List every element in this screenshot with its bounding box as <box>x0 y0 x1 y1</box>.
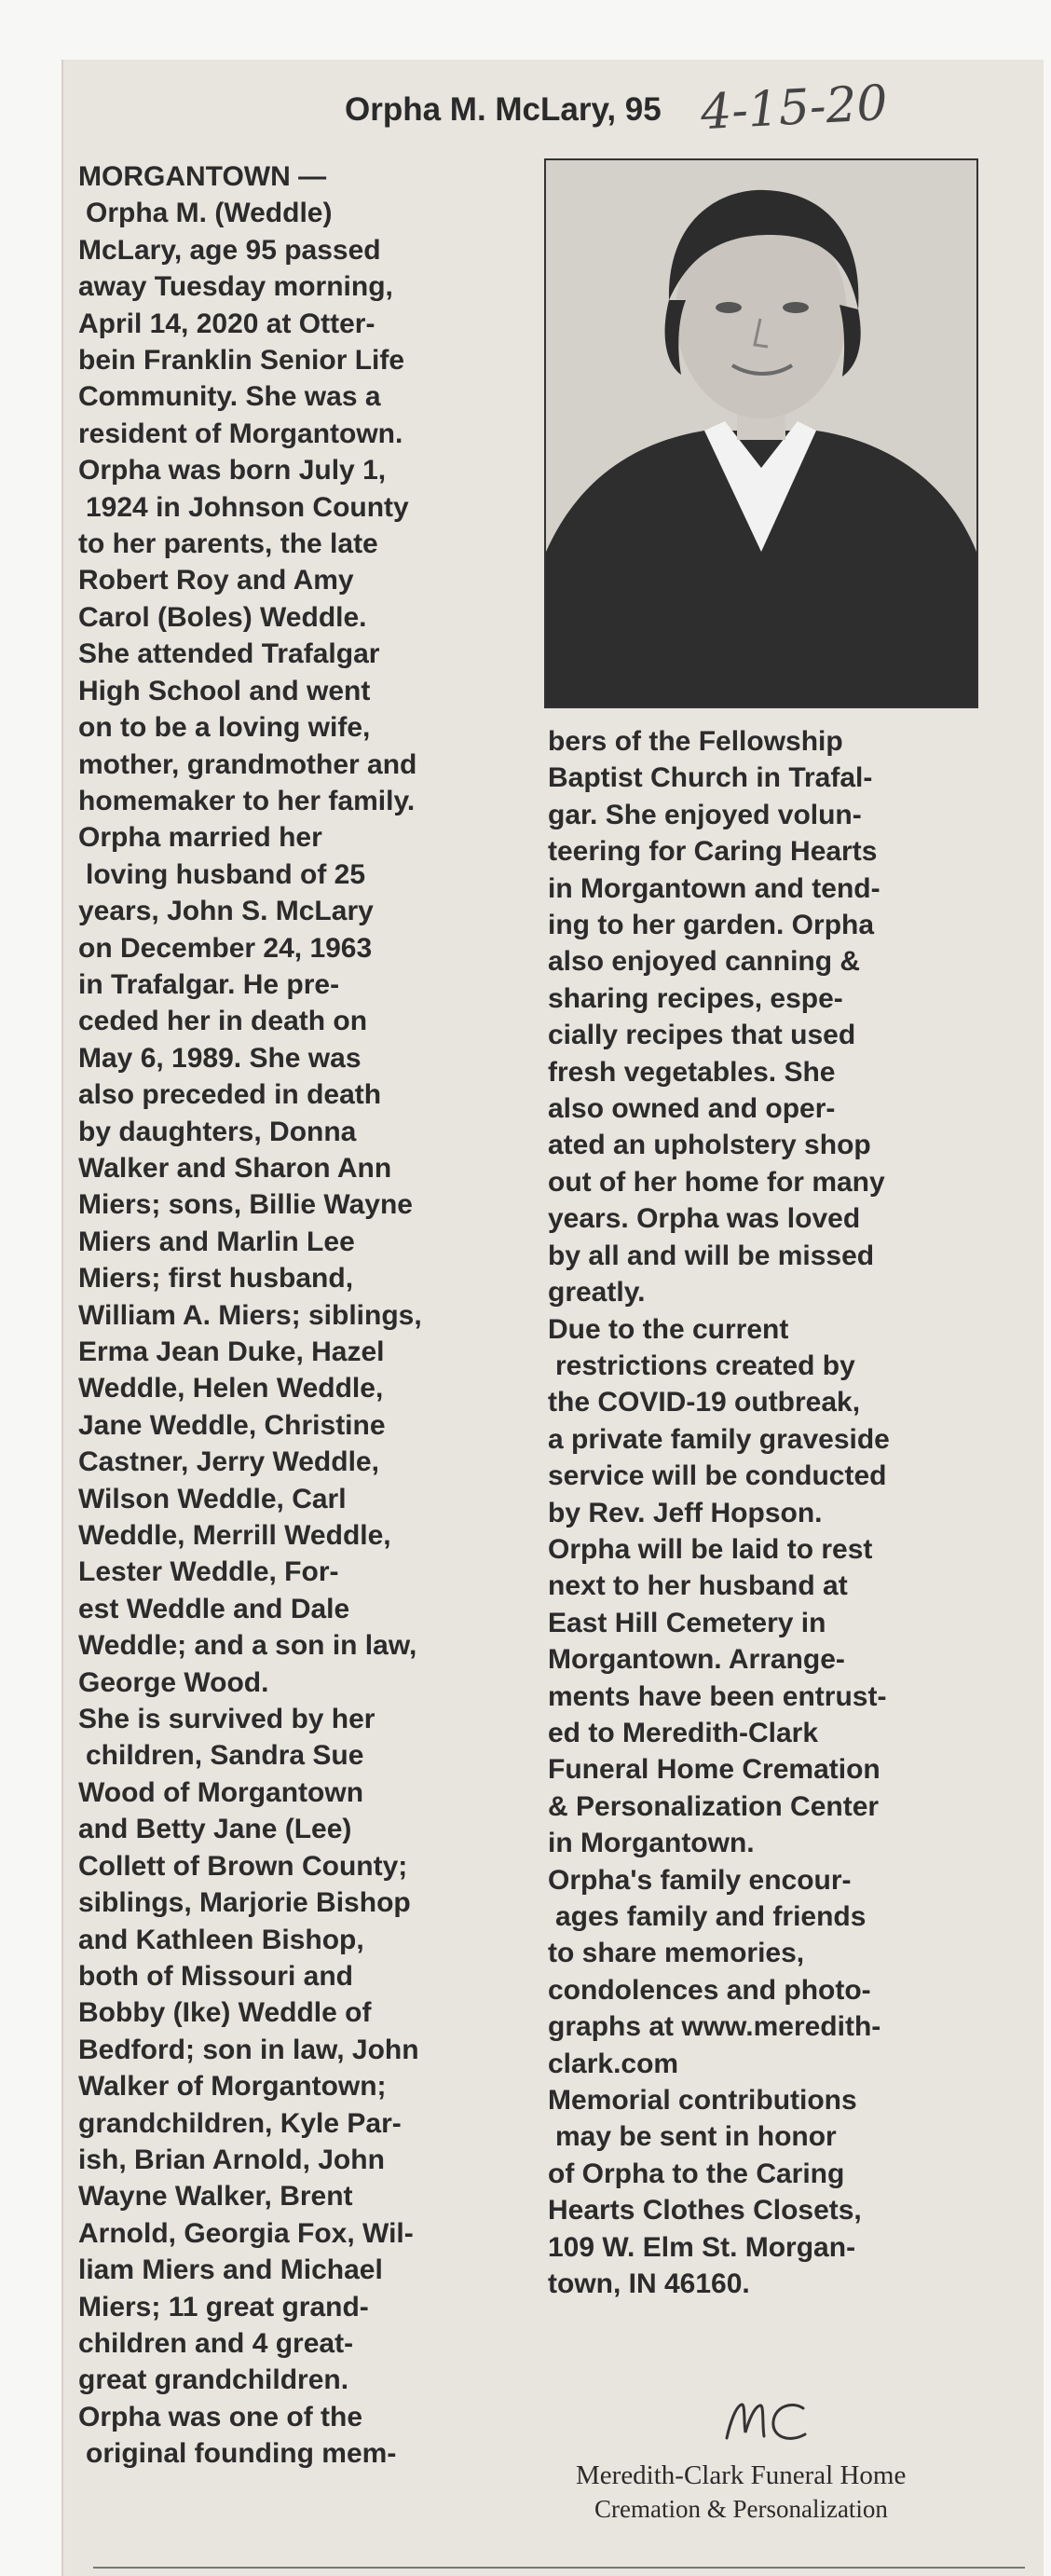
text-line: Miers; sons, Billie Wayne <box>78 1189 413 1221</box>
text-line: original founding mem- <box>86 2438 397 2470</box>
text-line: bers of the Fellowship <box>548 726 843 757</box>
text-line: ments have been entrust- <box>548 1680 887 1712</box>
text-line: on to be a loving wife, <box>78 712 371 744</box>
text-line: Hearts Clothes Closets, <box>548 2195 862 2227</box>
text-line: by all and will be missed <box>548 1240 875 1271</box>
text-line: children and 4 great- <box>78 2327 354 2359</box>
text-line: Orpha married her <box>78 822 322 854</box>
text-line: away Tuesday morning, <box>78 271 393 303</box>
text-line: to her parents, the late <box>78 528 378 560</box>
text-line: and Kathleen Bishop, <box>78 1924 364 1955</box>
text-line: Orpha will be laid to rest <box>548 1533 873 1565</box>
text-line: mother, grandmother and <box>78 748 417 780</box>
text-line: Miers and Marlin Lee <box>78 1226 355 1257</box>
text-line: a private family graveside <box>548 1423 890 1455</box>
text-line: Lester Weddle, For- <box>78 1556 339 1588</box>
text-line: Due to the current <box>548 1313 789 1345</box>
text-line: & Personalization Center <box>548 1790 880 1822</box>
text-line: grandchildren, Kyle Par- <box>78 2107 402 2139</box>
text-line: also enjoyed canning & <box>548 946 861 978</box>
text-line: the COVID-19 outbreak, <box>548 1387 861 1418</box>
text-line: great grandchildren. <box>78 2364 349 2396</box>
text-line: restrictions created by <box>555 1350 855 1381</box>
text-line: of Orpha to the Caring <box>548 2158 845 2189</box>
text-line: children, Sandra Sue <box>86 1740 364 1772</box>
text-line: greatly. <box>548 1277 646 1309</box>
text-line: in Morgantown. <box>548 1828 755 1859</box>
text-line: both of Missouri and <box>78 1960 353 1992</box>
text-line: teering for Caring Hearts <box>548 836 878 868</box>
text-line: town, IN 46160. <box>548 2268 750 2300</box>
obituary-headline: Orpha M. McLary, 95 <box>345 91 662 128</box>
text-line: Weddle, Helen Weddle, <box>78 1373 384 1404</box>
text-line: ing to her garden. Orpha <box>548 910 875 941</box>
text-line: Bedford; son in law, John <box>78 2034 419 2065</box>
text-line: and Betty Jane (Lee) <box>78 1814 352 1845</box>
text-line: ish, Brian Arnold, John <box>78 2144 385 2175</box>
text-line: High School and went <box>78 675 371 706</box>
portrait-image <box>546 160 976 706</box>
text-line: Bobby (Ike) Weddle of <box>78 1997 372 2029</box>
text-line: Orpha was born July 1, <box>78 455 387 486</box>
text-line: George Wood. <box>78 1666 269 1698</box>
text-line: Castner, Jerry Weddle, <box>78 1446 379 1478</box>
obituary-left-column <box>78 158 526 2473</box>
text-line: cially recipes that used <box>548 1020 856 1051</box>
text-line: out of her home for many <box>548 1166 885 1198</box>
text-line: 1924 in Johnson County <box>86 491 409 523</box>
text-line: Wilson Weddle, Carl <box>78 1483 347 1514</box>
text-line: ceded her in death on <box>78 1006 368 1037</box>
text-line: ated an upholstery shop <box>548 1130 871 1161</box>
text-line: Weddle, Merrill Weddle, <box>78 1520 391 1552</box>
funeral-home-subtitle: Cremation & Personalization <box>594 2495 888 2523</box>
text-line: Orpha's family encour- <box>548 1864 852 1896</box>
text-line: Miers; first husband, <box>78 1263 354 1295</box>
text-line: Miers; 11 great grand- <box>78 2291 369 2323</box>
text-line: Weddle; and a son in law, <box>78 1630 417 1662</box>
text-line: She attended Trafalgar <box>78 638 380 670</box>
text-line: McLary, age 95 passed <box>78 234 381 266</box>
text-line: Carol (Boles) Weddle. <box>78 601 367 633</box>
text-line: est Weddle and Dale <box>78 1593 350 1624</box>
text-line: to share memories, <box>548 1938 805 1969</box>
text-line: May 6, 1989. She was <box>78 1042 362 1074</box>
text-line: Orpha was one of the <box>78 2401 363 2432</box>
text-line: in Trafalgar. He pre- <box>78 968 340 1000</box>
text-line: MORGANTOWN — <box>78 161 327 192</box>
funeral-home-name: Meredith-Clark Funeral Home <box>576 2460 907 2490</box>
text-line: homemaker to her family. <box>78 785 416 816</box>
text-line: Erma Jean Duke, Hazel <box>78 1336 385 1367</box>
text-line: may be sent in honor <box>555 2121 837 2153</box>
text-line: loving husband of 25 <box>86 858 366 890</box>
text-line: Walker and Sharon Ann <box>78 1152 392 1184</box>
text-line: William A. Miers; siblings, <box>78 1299 422 1331</box>
text-line: East Hill Cemetery in <box>548 1607 826 1638</box>
text-line: She is survived by her <box>78 1704 375 1735</box>
text-line: Orpha M. (Weddle) <box>86 198 333 229</box>
text-line: Wood of Morgantown <box>78 1776 364 1808</box>
text-line: Memorial contributions <box>548 2085 857 2117</box>
text-line: on December 24, 1963 <box>78 932 373 964</box>
text-line: Morgantown. Arrange- <box>548 1644 845 1676</box>
obituary-right-column <box>548 723 995 2302</box>
text-line: Arnold, Georgia Fox, Wil- <box>78 2217 414 2249</box>
text-line: Collett of Brown County; <box>78 1850 408 1882</box>
text-line: April 14, 2020 at Otter- <box>78 308 375 339</box>
text-line: also preceded in death <box>78 1079 382 1111</box>
text-line: fresh vegetables. She <box>548 1056 836 1088</box>
text-line: also owned and oper- <box>548 1093 836 1125</box>
text-line: siblings, Marjorie Bishop <box>78 1887 411 1919</box>
text-line: Baptist Church in Trafal- <box>548 762 873 794</box>
text-line: Community. She was a <box>78 381 381 413</box>
text-line: graphs at www.meredith- <box>548 2011 881 2043</box>
text-line: 109 W. Elm St. Morgan- <box>548 2231 856 2263</box>
text-line: by daughters, Donna <box>78 1116 357 1147</box>
text-line: gar. She enjoyed volun- <box>548 799 862 830</box>
text-line: liam Miers and Michael <box>78 2254 383 2286</box>
text-line: Jane Weddle, Christine <box>78 1409 386 1441</box>
text-line: service will be conducted <box>548 1460 887 1492</box>
text-line: Wayne Walker, Brent <box>78 2181 353 2213</box>
text-line: by Rev. Jeff Hopson. <box>548 1497 823 1528</box>
divider <box>93 2567 1025 2569</box>
text-line: bein Franklin Senior Life <box>78 345 405 377</box>
text-line: sharing recipes, espe- <box>548 982 843 1014</box>
text-line: Robert Roy and Amy <box>78 565 354 596</box>
portrait-photo <box>544 158 978 708</box>
text-line: Walker of Morgantown; <box>78 2071 387 2103</box>
text-line: ed to Meredith-Clark <box>548 1717 819 1748</box>
funeral-home-logo <box>717 2393 820 2449</box>
text-line: clark.com <box>548 2048 679 2079</box>
text-line: Funeral Home Cremation <box>548 1754 880 1786</box>
handwritten-date: 4-15-20 <box>699 75 889 142</box>
text-line: next to her husband at <box>548 1570 848 1602</box>
text-line: years. Orpha was loved <box>548 1203 861 1235</box>
text-line: resident of Morgantown. <box>78 418 403 449</box>
text-line: in Morgantown and tend- <box>548 872 880 904</box>
text-line: years, John S. McLary <box>78 896 374 927</box>
text-line: condolences and photo- <box>548 1974 871 2006</box>
text-line: ages family and friends <box>555 1901 867 1932</box>
